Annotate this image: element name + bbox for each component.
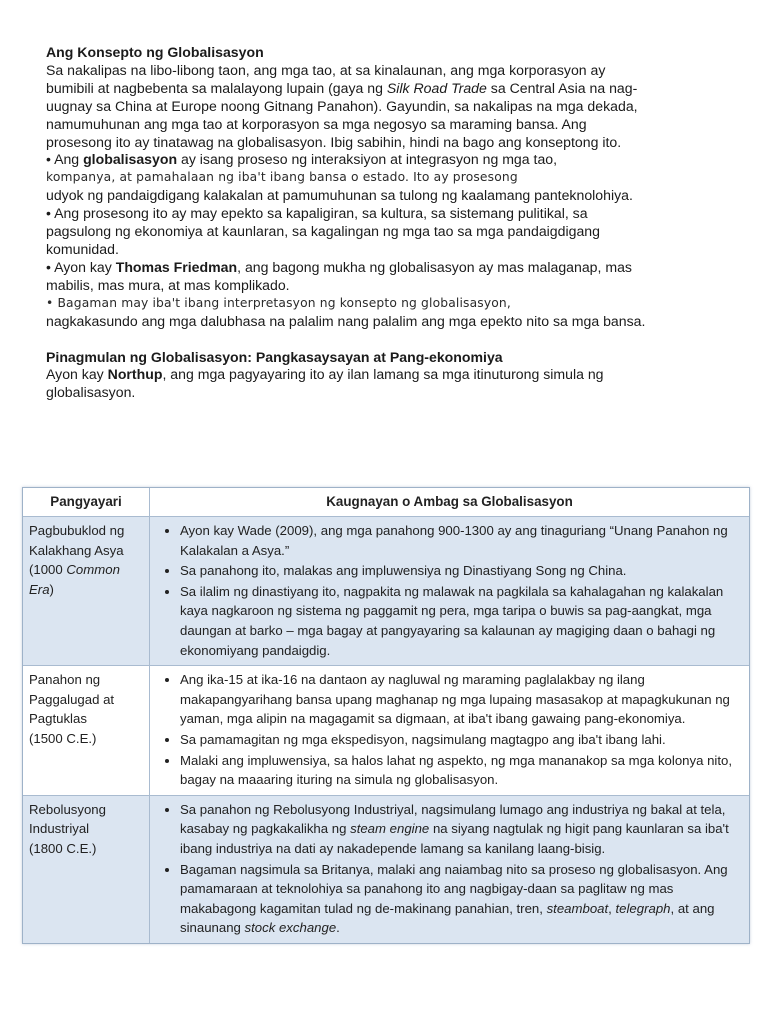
date-pre: (1000 <box>29 562 67 578</box>
text-span: , at ang sinaunang <box>180 900 715 936</box>
text-span: na siyang nagtulak ng higit pang kaunlaran sa iba't ibang industriya na dati ay nakadepende lamang sa kanilang laang-bisig. <box>180 821 729 856</box>
intro-text-b: sa Central Asia na nag-uugnay sa China at Europe noong Gitnang Panahon). Gayundin, sa nakalipas na mga dekada, namumuhunan ang mga tao at korporasyon sa mga negosyo sa maraming bansa. Ang prosesong ito ay tinatawag na globalisasyon. Ibig sabihin, hindi na bago ang konseptong ito. <box>46 79 638 150</box>
bullet-4-line1: • Bagaman may iba't ibang interpretasyon ng konsepto ng globalisasyon, <box>46 295 511 310</box>
list-item: • Sa panahong ito, malakas ang impluwensiya ng Dinastiyang Song ng China. <box>180 561 743 581</box>
date-italic: Common Era <box>29 562 120 597</box>
section-title-konsepto: Ang Konsepto ng Globalisasyon <box>46 44 264 60</box>
text-span: Bagaman nagsimula sa Britanya, malaki ang naiambag nito sa proseso ng globalisasyon. Ang pamamaraan at teknolohiya sa panahong ito ang nagbigay-daan sa paglitaw ng mas makabagong kagamitan tulad ng de-makinang panahian, tren, <box>180 861 728 916</box>
list-item: • Sa pamamagitan ng mga ekspedisyon, nagsimulang magtagpo ang iba't ibang lahi. <box>180 730 743 750</box>
bullet-globalisasyon <box>46 151 646 169</box>
event-date <box>29 560 143 599</box>
table-row <box>23 517 749 666</box>
list-item <box>180 800 743 859</box>
list-item: • Sa ilalim ng dinastiyang ito, nagpakita ng malawak na pagkilala sa kahalagahan ng kalakalan kaya nagkaroon ng sistema ng paggamit ng pera, mga taripa o buwis sa pag-aangkat, mga daungan at barko – mga bagay at pangyayaring sa kalaunan ay magiging daan o bahagi ng ekonomiyang pandaigdig. <box>180 582 743 660</box>
list-item <box>180 860 743 938</box>
intro-text-a: Sa nakalipas na libo-libong taon, ang mga tao, at sa kinalaunan, ang mga korporasyon ay bumibili at nagbebenta sa malalayong lupain (gaya ng <box>46 61 606 96</box>
italic-span: stock exchange <box>244 920 337 936</box>
northup-paragraph <box>46 366 646 402</box>
italic-span: telegraph <box>615 900 671 916</box>
event-date: (1800 C.E.) <box>29 840 97 856</box>
northup-pre: Ayon kay <box>46 366 108 383</box>
event-cell <box>23 517 150 666</box>
intro-italic: Silk Road Trade <box>386 79 487 96</box>
date-post: ) <box>49 581 54 597</box>
body-text <box>46 44 646 402</box>
text-span: Sa panahon ng Rebolusyong Industriyal, nagsimulang lumago ang industriya ng bakal at tela, kasabay ng pagkakalikha ng <box>180 801 726 837</box>
northup-post: , ang mga pagyayaring ito ay ilan lamang sa mga itinuturong simula ng globalisasyon. <box>46 366 604 401</box>
text-span: . <box>336 920 340 936</box>
bullet-3-post: , ang bagong mukha ng globalisasyon ay mas malaganap, mas mabilis, mas mura, at mas komplikado. <box>46 258 632 293</box>
event-date: (1500 C.E.) <box>29 730 97 746</box>
table-row <box>23 666 749 796</box>
header-kaugnayan: Kaugnayan o Ambag sa Globalisasyon <box>150 488 750 517</box>
northup-bold: Northup <box>107 366 163 383</box>
bullet-1-post: ay isang proseso ng interaksiyon at integrasyon ng mga tao, <box>177 151 558 168</box>
globalisasyon-table <box>22 487 750 944</box>
event-name: Panahon ng Paggalugad at Pagtuklas <box>29 672 115 727</box>
section-title-pinagmulan: Pinagmulan ng Globalisasyon: Pangkasaysayan at Pang-ekonomiya <box>46 348 503 365</box>
list-item: • Ayon kay Wade (2009), ang mga panahong 900-1300 ay ang tinaguriang “Unang Panahon ng Kalakalan a Asya.” <box>180 521 743 560</box>
bullet-1-line3: udyok ng pandaigdigang kalakalan at pamumuhunan sa tulong ng kaalamang panteknolohiya. <box>46 187 633 204</box>
event-cell <box>23 795 150 943</box>
contribution-cell <box>150 795 750 943</box>
table-row <box>23 795 749 943</box>
bullet-3-pre: • Ayon kay <box>46 258 116 275</box>
event-name: Rebolusyong Industriyal <box>29 801 106 837</box>
bullet-1-bold: globalisasyon <box>83 151 178 168</box>
bullet-epekto: • Ang prosesong ito ay may epekto sa kapaligiran, sa kultura, sa sistemang pulitikal, sa pagsulong ng ekonomiya at kaunlaran, sa kagalingan ng mga tao sa mga pandaigdigang komunidad. <box>46 205 600 257</box>
list-item: • Ang ika-15 at ika-16 na dantaon ay nagluwal ng maraming paglalakbay ng ilang makapangyarihang bansa upang maghanap ng mga lupaing masasakop at mapagkukunan ng yaman, mga alipin na magagamit sa digmaan, at iba't ibang gawaing pang-ekonomiya. <box>180 670 743 729</box>
italic-span: steam engine <box>350 821 430 837</box>
event-cell <box>23 666 150 796</box>
bullet-1-pre: • Ang <box>46 151 84 168</box>
italic-span: steamboat <box>546 900 609 916</box>
event-name: Pagbubuklod ng Kalakhang Asya <box>29 523 125 558</box>
bullet-1-line2: kompanya, at pamahalaan ng iba't ibang bansa o estado. Ito ay prosesong <box>46 170 518 185</box>
intro-paragraph <box>46 62 646 152</box>
contribution-cell <box>150 517 750 666</box>
bullet-friedman <box>46 259 646 295</box>
contribution-cell <box>150 666 750 796</box>
list-item: • Malaki ang impluwensiya, sa halos lahat ng aspekto, ng mga mananakop sa mga kolonya nito, bagay na maaaring ituring na simula ng globalisasyon. <box>180 751 743 790</box>
header-pangyayari: Pangyayari <box>23 488 150 517</box>
bullet-3-bold: Thomas Friedman <box>115 258 238 275</box>
bullet-4-line2: nagkakasundo ang mga dalubhasa na palalim nang palalim ang mga epekto nito sa mga bansa. <box>46 312 646 329</box>
text-span: , <box>608 900 616 916</box>
